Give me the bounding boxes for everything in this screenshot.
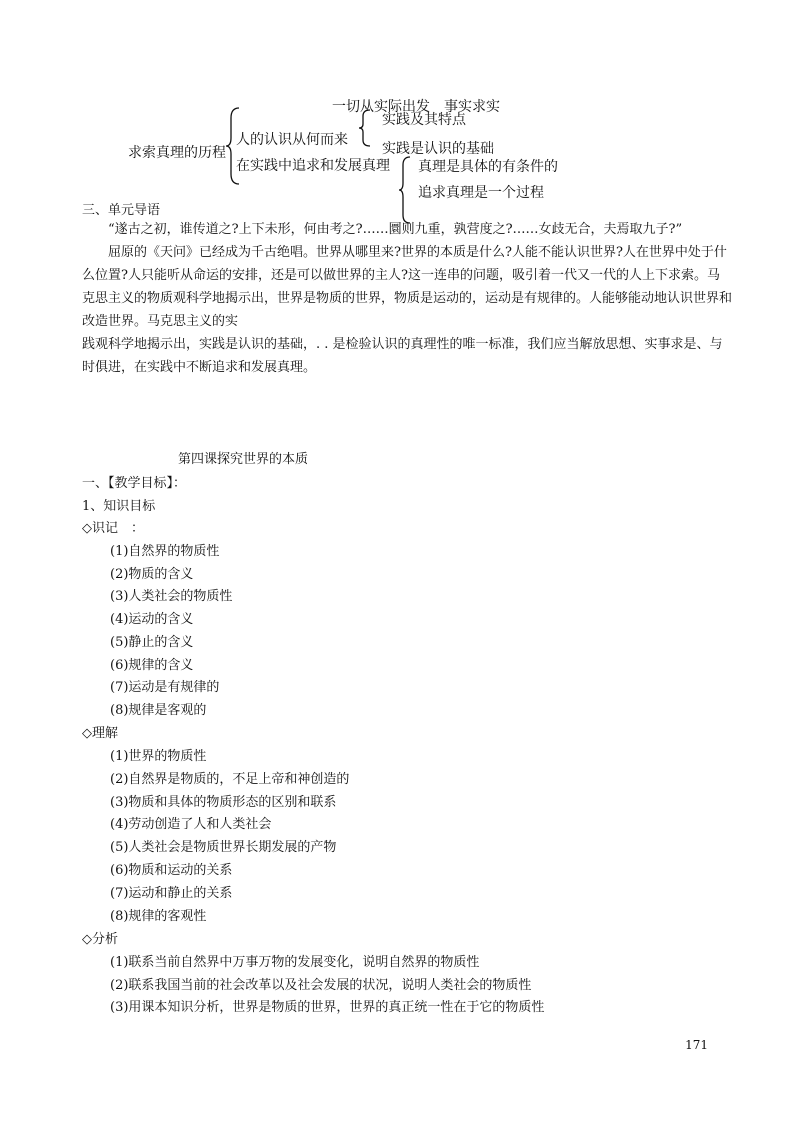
goals-heading: 一、【教学目标】： — [82, 476, 187, 491]
list-item: (4)劳动创造了人和人类社会 — [110, 817, 272, 832]
diagram-right-2: 实践是认识的基础 — [382, 141, 494, 157]
list-item: (1)联系当前自然界中万事万物的发展变化，说明自然界的物质性 — [110, 955, 480, 970]
list-item: (1)世界的物质性 — [110, 749, 207, 764]
list-item: (1)自然界的物质性 — [110, 544, 220, 559]
quote-paragraph: “遂古之初，谁传道之?上下未形，何由考之?……圜则九重，孰营度之?……女歧无合，夫焉取九子?” — [108, 222, 683, 237]
list-item: (5)人类社会是物质世界长期发展的产物 — [110, 840, 337, 855]
knowledge-heading: 1、知识目标 — [82, 499, 156, 514]
diagram-right-3b: 追求真理是一个过程 — [418, 185, 544, 201]
list-item: (4)运动的含义 — [110, 612, 194, 627]
section-heading: 三、单元导语 — [82, 203, 161, 218]
lesson-title: 第四课探究世界的本质 — [178, 452, 309, 467]
list-item: (3)人类社会的物质性 — [110, 589, 233, 604]
analyze-heading: ◇分析 — [82, 932, 118, 947]
diagram-root: 求索真理的历程 — [128, 145, 226, 161]
list-item: (2)自然界是物质的，不足上帝和神创造的 — [110, 772, 350, 787]
brace-icon — [398, 155, 412, 225]
list-item: (8)规律的客观性 — [110, 909, 207, 924]
list-item: (3)用课本知识分析，世界是物质的世界，世界的真正统一性在于它的物质性 — [110, 1000, 545, 1015]
intro-paragraph: 屈原的《天问》已经成为千古绝唱。世界从哪里来?世界的本质是什么?人能不能认识世界?人在世界中处于什么位置?人只能听从命运的安排，还是可以做世界的主人?这一连串的问题，吸引着一代又一代的人上下求索。马克思主义的物质观科学地揭示出，世界是物质的世界，物质是运动的，运动是有规律的。人能够能动地认识世界和改造世界。马克思主义的实 — [82, 245, 733, 329]
memorize-heading: ◇识记 ： — [82, 521, 144, 536]
list-item: (3)物质和具体的物质形态的区别和联系 — [110, 795, 337, 810]
diagram-right-3a: 真理是具体的有条件的 — [418, 159, 558, 175]
list-item: (7)运动和静止的关系 — [110, 886, 233, 901]
intro-paragraph-cont: 践观科学地揭示出，实践是认识的基础，. . 是检验认识的真理性的唯一标准，我们应当解放思想、实事求是、与时俱进，在实践中不断追求和发展真理。 — [82, 337, 723, 375]
diagram-top-note: 一切从实际出发 事实求实 — [332, 99, 500, 115]
list-item: (5)静止的含义 — [110, 635, 194, 650]
list-item: (6)物质和运动的关系 — [110, 863, 233, 878]
page-number: 171 — [685, 1038, 708, 1052]
list-item: (2)联系我国当前的社会改革以及社会发展的状况，说明人类社会的物质性 — [110, 978, 532, 993]
list-item: (2)物质的含义 — [110, 567, 194, 582]
diagram-mid-1: 人的认识从何而来 — [236, 132, 348, 148]
diagram-right-1: 实践及其特点 — [382, 112, 466, 128]
list-item: (7)运动是有规律的 — [110, 680, 220, 695]
section-body — [82, 218, 732, 379]
diagram-mid-2: 在实践中追求和发展真理 — [236, 158, 390, 174]
understand-heading: ◇理解 — [82, 726, 118, 741]
list-item: (6)规律的含义 — [110, 658, 194, 673]
list-item: (8)规律是客观的 — [110, 703, 207, 718]
